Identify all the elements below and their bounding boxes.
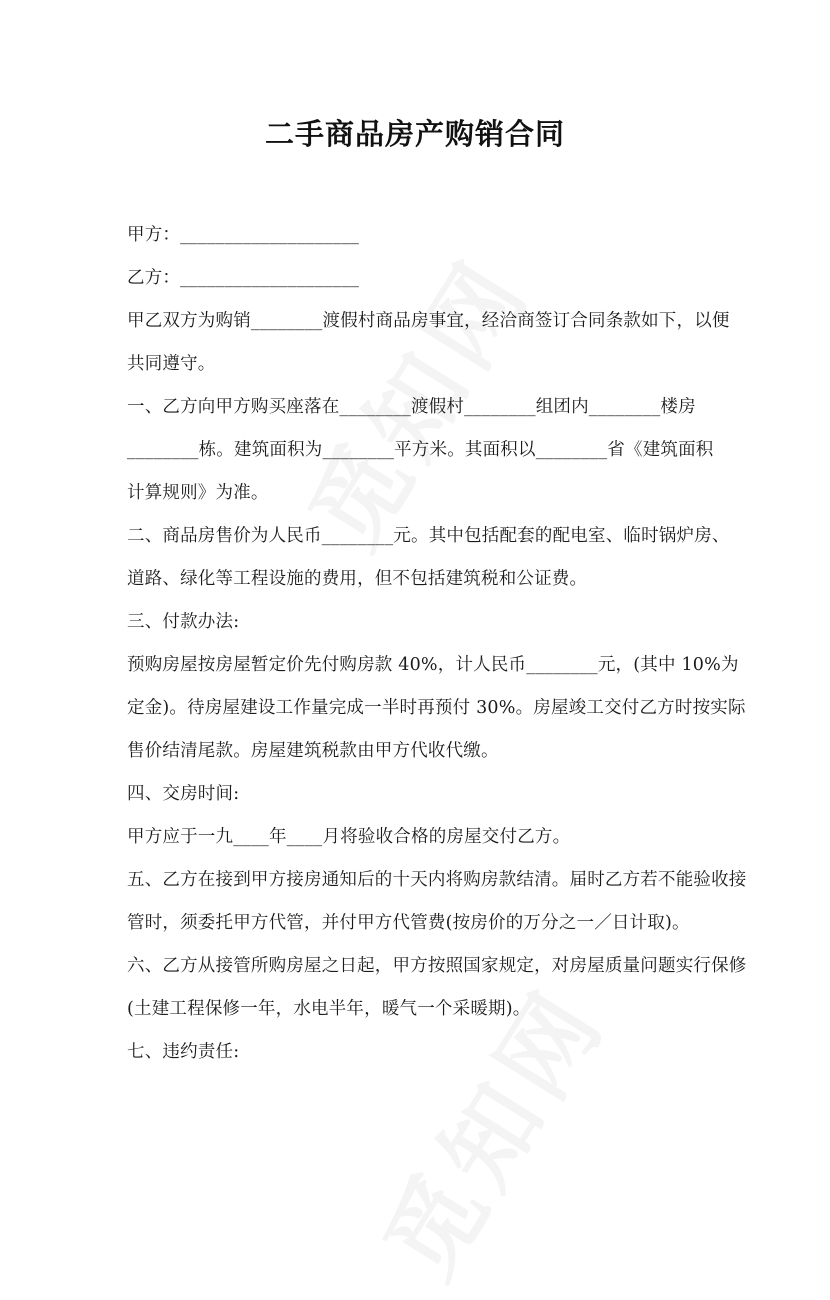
clause-4-line: 甲方应于一九____年____月将验收合格的房屋交付乙方。 xyxy=(127,827,571,847)
clause-5-line: 管时，须委托甲方代管，并付甲方代管费(按房价的万分之一／日计取)。 xyxy=(127,913,690,933)
clause-2-line: 道路、绿化等工程设施的费用，但不包括建筑税和公证费。 xyxy=(127,569,588,589)
clause-3-line: 预购房屋按房屋暂定价先付购房款 40%，计人民币________元，(其中 10%为 xyxy=(127,655,739,675)
clause-1-line: 计算规则》为准。 xyxy=(127,483,269,503)
clause-3-line: 售价结清尾款。房屋建筑税款由甲方代收代缴。 xyxy=(127,741,499,761)
document-title: 二手商品房产购销合同 xyxy=(264,117,565,151)
clause-1-line: 一、乙方向甲方购买座落在________渡假村________组团内________楼房 xyxy=(127,397,696,417)
clause-6-line: (土建工程保修一年，水电半年，暖气一个采暖期)。 xyxy=(127,999,531,1019)
clause-7-heading: 七、违约责任: xyxy=(127,1042,240,1062)
party-a-line: 甲方：____________________ xyxy=(127,225,360,245)
clause-4-heading: 四、交房时间: xyxy=(127,784,240,804)
party-b-line: 乙方：____________________ xyxy=(127,268,360,288)
clause-6-line: 六、乙方从接管所购房屋之日起，甲方按照国家规定，对房屋质量问题实行保修 xyxy=(127,956,747,976)
paragraph-line: 共同遵守。 xyxy=(127,354,216,374)
clause-1-line: ________栋。建筑面积为________平方米。其面积以________省《建筑面积 xyxy=(127,440,714,460)
clause-5-line: 五、乙方在接到甲方接房通知后的十天内将购房款结清。届时乙方若不能验收接 xyxy=(127,870,747,890)
clause-3-line: 定金)。待房屋建设工作量完成一半时再预付 30%。房屋竣工交付乙方时按实际 xyxy=(127,698,746,718)
clause-3-heading: 三、付款办法: xyxy=(127,612,240,632)
paragraph-line: 甲乙双方为购销________渡假村商品房事宜，经洽商签订合同条款如下，以便 xyxy=(127,311,730,331)
clause-2-line: 二、商品房售价为人民币________元。其中包括配套的配电室、临时锅炉房、 xyxy=(127,526,730,546)
